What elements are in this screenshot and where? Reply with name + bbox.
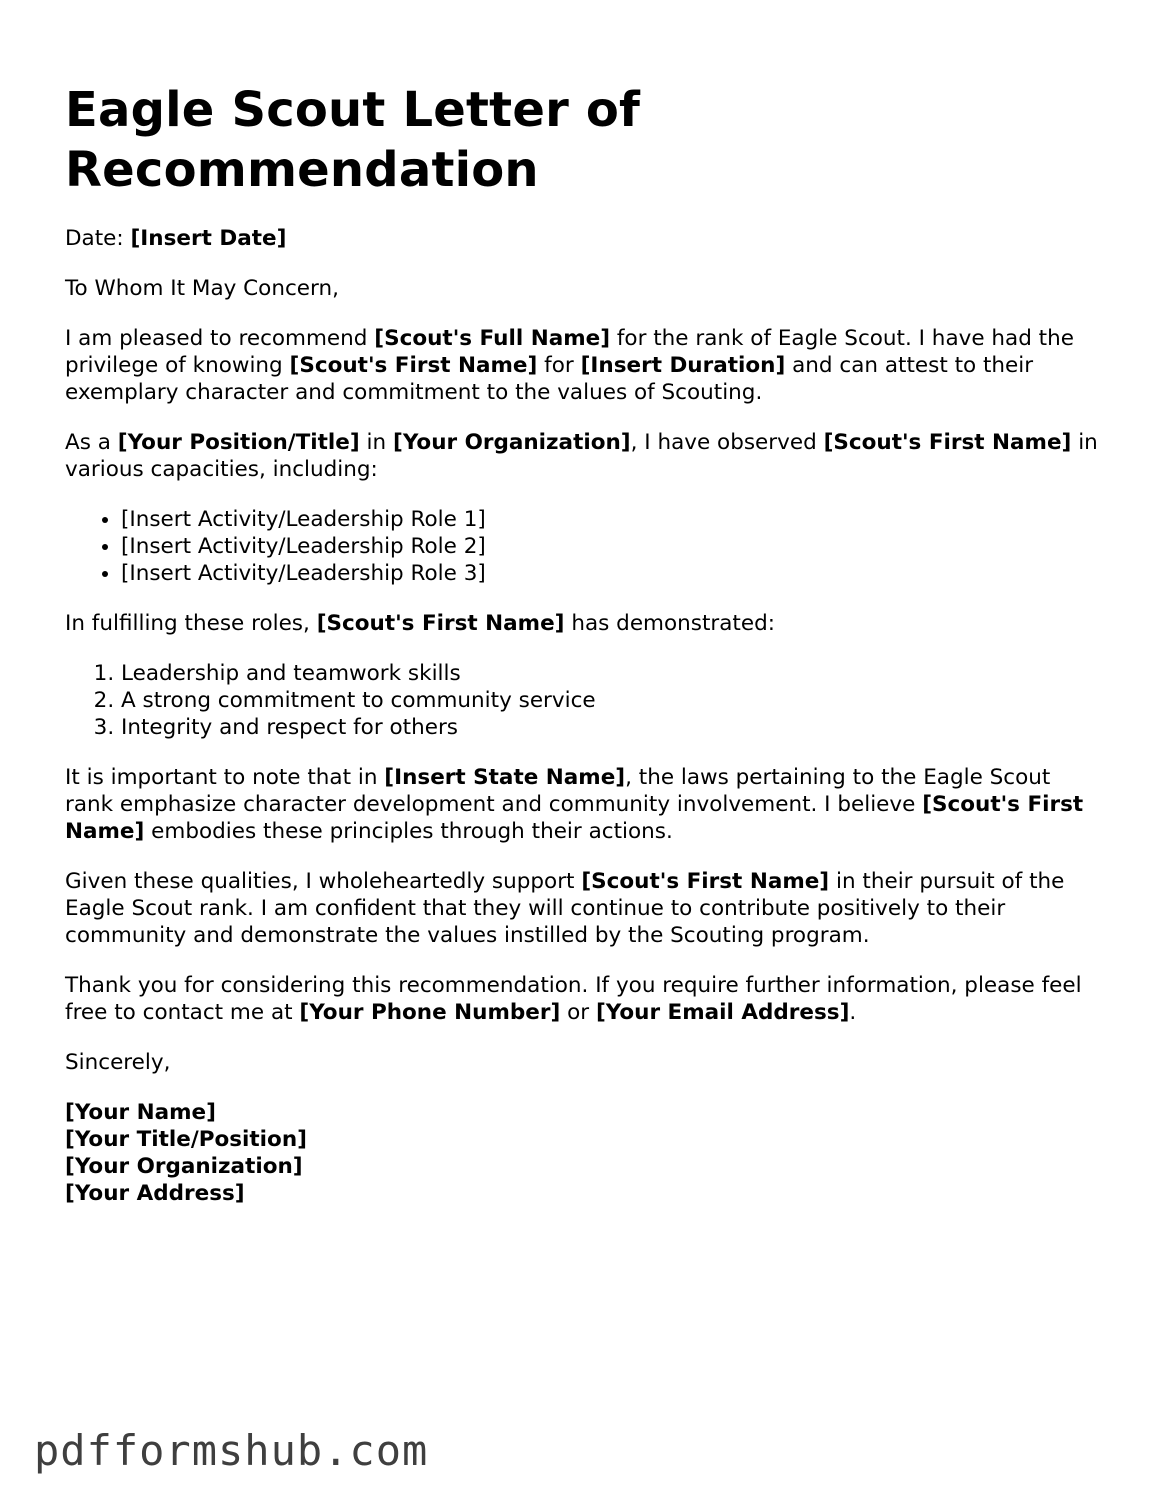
- date-line: [65, 225, 1105, 252]
- scout-full-name-placeholder: [Scout's Full Name]: [374, 326, 611, 351]
- paragraph-contact: Thank you for considering this recommendation. If you require further information, please feel free to contact me at [Your Phone Number] or [Your Email Address].: [65, 973, 1082, 1025]
- paragraph-roles: In fulfilling these roles, [Scout's First Name] has demonstrated:: [65, 611, 775, 636]
- date-label: Date:: [65, 226, 124, 251]
- scout-first-name-placeholder: [Scout's First Name]: [65, 792, 1084, 844]
- list-item: • [Insert Activity/Leadership Role 3]: [121, 560, 1105, 587]
- email-address-placeholder: [Your Email Address]: [595, 1000, 850, 1025]
- paragraph-support: Given these qualities, I wholeheartedly support [Scout's First Name] in their pursuit of the Eagle Scout rank. I am confident that they will continue to contribute positively to their community and demonstrate the values instilled by the Scouting program.: [65, 869, 1065, 948]
- signature-title: [Your Title/Position]: [65, 1127, 307, 1152]
- letter-page: [65, 80, 1105, 1230]
- paragraph-intro: I am pleased to recommend [Scout's Full Name] for the rank of Eagle Scout. I have had the privilege of knowing [Scout's First Name] for [Insert Duration] and can attest to their exemplary character and commitment to the values of Scouting.: [65, 326, 1074, 405]
- scout-first-name-placeholder: [Scout's First Name]: [289, 353, 538, 378]
- closing: Sincerely,: [65, 1050, 171, 1075]
- signature-organization: [Your Organization]: [65, 1154, 303, 1179]
- scout-first-name-placeholder: [Scout's First Name]: [316, 611, 565, 636]
- qualities-list: [65, 660, 1105, 741]
- activities-list: [65, 506, 1105, 587]
- list-item: 3. Integrity and respect for others: [121, 714, 1105, 741]
- state-name-placeholder: [Insert State Name]: [384, 765, 626, 790]
- list-item: • [Insert Activity/Leadership Role 2]: [121, 533, 1105, 560]
- list-item: • [Insert Activity/Leadership Role 1]: [121, 506, 1105, 533]
- paragraph-state-laws: It is important to note that in [Insert State Name], the laws pertaining to the Eagle Scout rank emphasize character development and community involvement. I believe [Scout's First Name] embodies these principles through their actions.: [65, 765, 1084, 844]
- scout-first-name-placeholder: [Scout's First Name]: [823, 430, 1072, 455]
- duration-placeholder: [Insert Duration]: [580, 353, 786, 378]
- paragraph-position: As a [Your Position/Title] in [Your Organization], I have observed [Scout's First Name] in various capacities, including:: [65, 430, 1098, 482]
- signature-block: [65, 1099, 1105, 1207]
- organization-placeholder: [Your Organization]: [393, 430, 631, 455]
- position-title-placeholder: [Your Position/Title]: [117, 430, 360, 455]
- signature-name: [Your Name]: [65, 1100, 216, 1125]
- watermark: pdfformshub.com: [34, 1426, 429, 1475]
- date-placeholder: [Insert Date]: [130, 226, 287, 251]
- signature-address: [Your Address]: [65, 1181, 245, 1206]
- salutation: To Whom It May Concern,: [65, 276, 339, 301]
- list-item: 2. A strong commitment to community service: [121, 687, 1105, 714]
- phone-number-placeholder: [Your Phone Number]: [299, 1000, 561, 1025]
- list-item: 1. Leadership and teamwork skills: [121, 660, 1105, 687]
- scout-first-name-placeholder: [Scout's First Name]: [581, 869, 830, 894]
- page-title: Eagle Scout Letter of Recommendation: [65, 82, 641, 198]
